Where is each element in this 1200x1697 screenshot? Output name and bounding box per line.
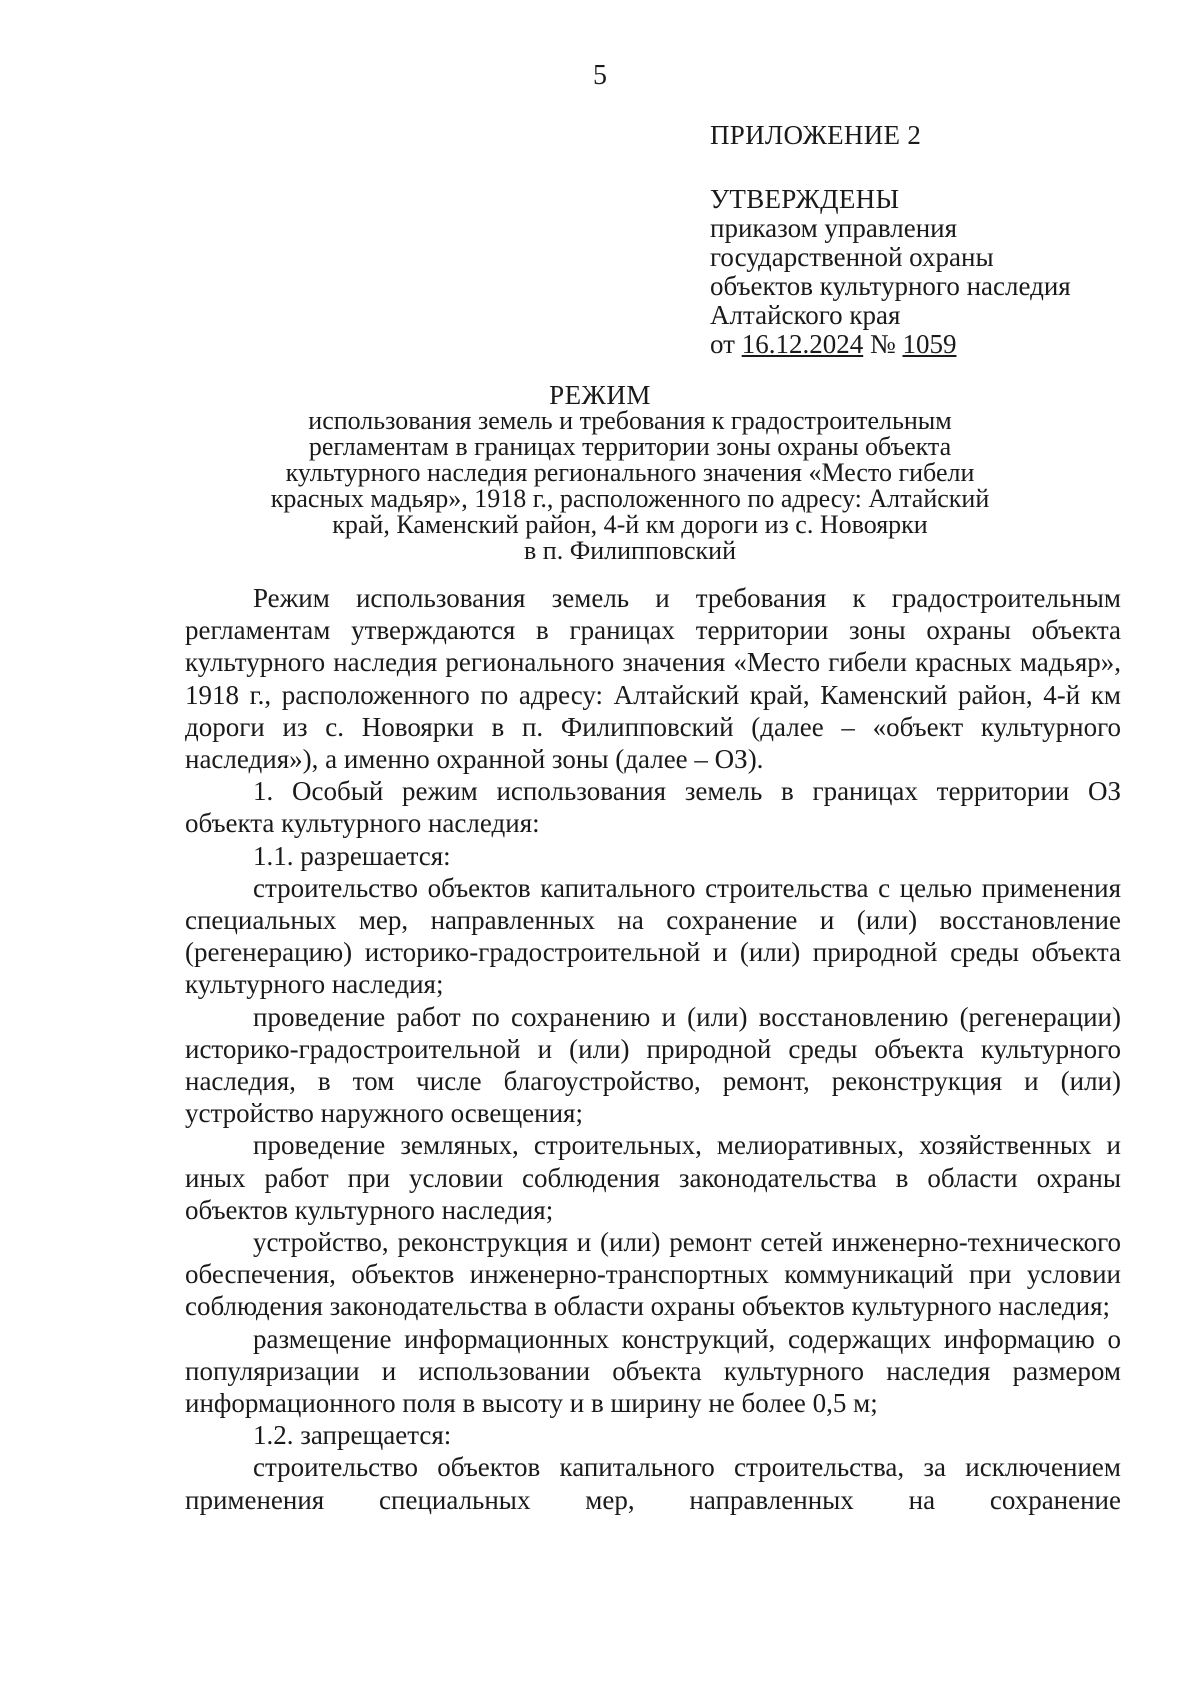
- approval-line: приказом управления: [710, 213, 958, 243]
- subsection-heading: 1.1. разрешается:: [253, 840, 451, 871]
- approval-date-line: [710, 330, 1071, 359]
- number-prefix: №: [863, 329, 903, 359]
- intro-paragraph: Режим использования земель и требования к градостроительным регламентам утверждаются в границах территории зоны охраны объекта культурного наследия регионального значения «Место гибели красных мадьяр», 1918 г., расположенного по адресу: Алтайский край, Каменский район, 4-й км дороги из с. Новоярки в п. Филипповский (далее – «объект культурного наследия»), а именно охранной зоны (далее – ОЗ).: [185, 583, 1121, 775]
- subtitle-line: культурного наследия регионального значения «Место гибели: [285, 458, 975, 487]
- subtitle-line: в п. Филипповский: [524, 536, 736, 565]
- approval-line: государственной охраны: [710, 242, 994, 272]
- appendix-label: ПРИЛОЖЕНИЕ 2: [710, 120, 922, 150]
- subtitle-line: регламентам в границах территории зоны охраны объекта: [308, 432, 952, 461]
- document-body: [185, 582, 1121, 1516]
- forbidden-item: строительство объектов капитального строительства, за исключением применения специальных мер, направленных на сохранение: [185, 1452, 1121, 1515]
- allowed-item: размещение информационных конструкций, содержащих информацию о популяризации и использовании объекта культурного наследия размером информационного поля в высоту и в ширину не более 0,5 м;: [185, 1323, 1121, 1419]
- approval-number: 1059: [902, 329, 957, 359]
- subtitle-line: использования земель и требования к градостроительным: [308, 406, 952, 435]
- approval-date: 16.12.2024: [741, 329, 864, 359]
- allowed-item: проведение работ по сохранению и (или) восстановлению (регенерации) историко-градостроительной и (или) природной среды объекта культурного наследия, в том числе благоустройство, ремонт, реконструкция и (или) устройство наружного освещения;: [185, 1001, 1121, 1129]
- page-number: 5: [593, 60, 607, 91]
- date-prefix: от: [710, 329, 742, 359]
- allowed-item: строительство объектов капитального строительства с целью применения специальных мер, направленных на сохранение и (или) восстановление (регенерацию) историко-градостроительной и (или) природной среды объекта культурного наследия;: [185, 872, 1121, 1000]
- subsection-heading: 1.2. запрещается:: [253, 1420, 452, 1451]
- document-title: РЕЖИМ: [549, 380, 651, 410]
- section-heading: 1. Особый режим использования земель в границах территории ОЗ объекта культурного наследия:: [185, 776, 1121, 839]
- approval-block: [710, 185, 1071, 359]
- approval-line: Алтайского края: [710, 300, 901, 330]
- allowed-item: проведение земляных, строительных, мелиоративных, хозяйственных и иных работ при условии соблюдения законодательства в области охраны объектов культурного наследия;: [185, 1130, 1121, 1225]
- approval-line: объектов культурного наследия: [710, 271, 1071, 301]
- subtitle-line: край, Каменский район, 4-й км дороги из с. Новоярки: [332, 510, 928, 539]
- allowed-item: устройство, реконструкция и (или) ремонт сетей инженерно-технического обеспечения, объектов инженерно-транспортных коммуникаций при условии соблюдения законодательства в области охраны объектов культурного наследия;: [185, 1227, 1121, 1322]
- approval-title: УТВЕРЖДЕНЫ: [710, 184, 900, 214]
- subtitle-line: красных мадьяр», 1918 г., расположенного по адресу: Алтайский: [270, 484, 990, 513]
- document-subtitle: [240, 408, 1020, 564]
